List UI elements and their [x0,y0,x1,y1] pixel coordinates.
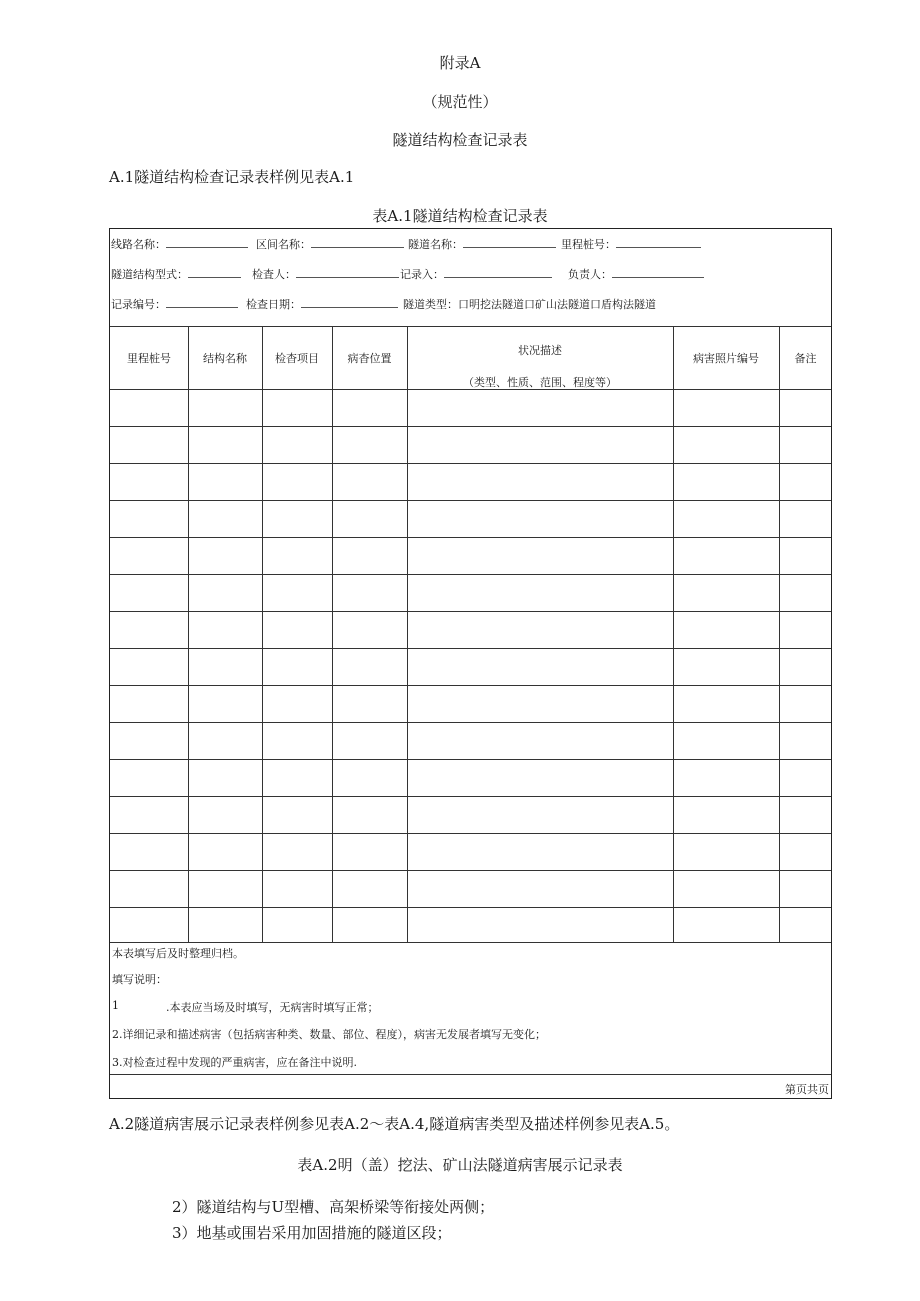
tunnel-name-label: 隧道名称： [408,238,463,251]
tunnel-type-field: 隧道类型：口明挖法隧道口矿山法隧道口盾构法隧道 [403,298,656,311]
inspector-label: 检査人： [252,268,296,281]
inspect-date-field [246,296,398,312]
table-a1-caption: 表A.1隧道结构检查记录表 [372,207,548,225]
record-no-label: 记录编号： [111,298,166,311]
row-divider [110,611,831,612]
table-a2-caption: 表A.2明（盖）挖法、矿山法隧道病害展示记录表 [297,1156,623,1174]
structure-type-label: 隧道结构型式： [111,268,188,281]
list-item-2: 2）隧道结构与U型槽、高架桥梁等衔接处两侧； [172,1198,495,1216]
col-head-condition-detail: （类型、性质、范围、程度等） [463,376,617,389]
row-divider [110,389,831,390]
section-name-field [256,236,404,252]
mileage-field [561,236,701,252]
page-count: 第页共页 [785,1083,829,1096]
supervisor-label: 负责人： [568,268,612,281]
row-divider [110,648,831,649]
note-item-1-text: .本表应当场及时填写，无病害时填写正常； [166,1001,379,1014]
inspection-record-table [109,228,832,1099]
row-divider [110,500,831,501]
column-divider [188,326,189,942]
note-archive: 本表填写后及时整理归档。 [112,947,244,960]
column-divider [673,326,674,942]
line-name-field [111,236,248,252]
line-name-label: 线路名称： [111,238,166,251]
column-divider [407,326,408,942]
note-item-1-number: 1 [112,999,119,1012]
col-head-position: 病杳位置 [347,352,392,365]
row-divider [110,907,831,908]
column-divider [332,326,333,942]
tunnel-name-field [408,236,556,252]
col-head-item: 检杳项目 [275,352,319,365]
appendix-nature: （规范性） [422,93,498,111]
column-divider [779,326,780,942]
recorder-field [400,266,552,282]
appendix-title: 隧道结构检查记录表 [392,131,528,149]
section-name-label: 区间名称： [256,238,311,251]
mileage-label: 里程桩号： [561,238,616,251]
supervisor-field [568,266,704,282]
row-divider [110,463,831,464]
info-row-3 [110,296,831,310]
list-item-3: 3）地基或围岩采用加固措施的隧道区段； [172,1224,452,1242]
info-row-1 [110,236,831,250]
inspect-date-label: 检查日期： [246,298,301,311]
info-row-2 [110,266,831,280]
row-divider [110,426,831,427]
col-head-photo-no: 病害照片编号 [693,352,759,365]
row-divider [110,796,831,797]
col-head-condition: 状况描述 [518,344,562,357]
footer-line [110,1074,831,1075]
note-item-3: 3.对检查过程中发现的严重病害，应在备注中说明. [112,1056,357,1069]
section-a1-heading: A.1隧道结构检查记录表样例见表A.1 [109,168,355,186]
row-divider [110,574,831,575]
appendix-label: 附录A [439,54,481,72]
note-item-2: 2.详细记录和描述病害（包括病害种类、数量、部位、程度），病害无发展者填写无变化； [112,1028,546,1041]
column-divider [262,326,263,942]
row-divider [110,685,831,686]
recorder-label: 记录入： [400,268,444,281]
record-no-field [111,296,238,312]
structure-type-field [111,266,241,282]
col-head-remarks: 备注 [794,352,817,365]
row-divider [110,833,831,834]
row-divider [110,537,831,538]
col-head-structure: 结构名称 [203,352,247,365]
note-heading: 填写说明： [112,973,167,986]
col-head-mileage: 里程桩号 [127,352,171,365]
row-divider [110,759,831,760]
row-divider [110,722,831,723]
row-divider [110,942,831,943]
row-divider [110,870,831,871]
header-top-line [110,326,831,327]
inspector-field [252,266,399,282]
section-a2-heading: A.2隧道病害展示记录表样例参见表A.2～表A.4,隧道病害类型及描述样例参见表A.5。 [109,1115,680,1133]
note-item-1 [112,999,379,1014]
